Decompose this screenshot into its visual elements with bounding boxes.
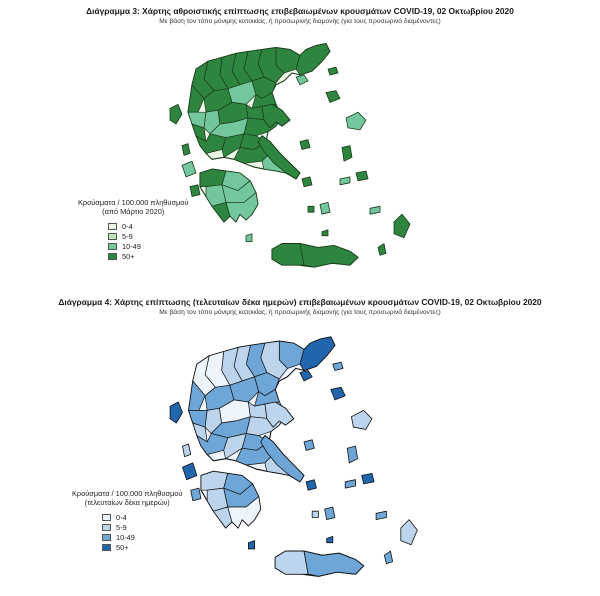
- region: [272, 244, 304, 266]
- legend-item-0-4: [102, 512, 182, 522]
- island-thasos: [300, 371, 312, 382]
- island-rhodes: [394, 214, 410, 238]
- island-ikaria: [340, 177, 350, 185]
- legend-swatch: [102, 514, 111, 521]
- legend-item-5-9: [108, 231, 188, 241]
- legend-item-50-plus: [102, 542, 182, 552]
- legend-swatch: [108, 233, 117, 240]
- island-chios: [347, 446, 357, 463]
- legend-swatch: [108, 253, 117, 260]
- island-samoth: [328, 67, 338, 75]
- legend-label: 0-4: [116, 512, 127, 522]
- island-thasos: [296, 75, 308, 85]
- island-skyros: [300, 140, 310, 150]
- island-kos: [370, 206, 380, 214]
- island-lemnos: [326, 91, 340, 103]
- legend-title-line-2: (τελευταίων δέκα ημερών): [84, 498, 170, 507]
- island-kythira: [248, 541, 254, 549]
- island-kefal: [183, 463, 197, 480]
- figure-4-title: Διάγραμμα 4: Χάρτης επίπτωσης (τελευταίων δέκα ημερών) επιβεβαιωμένων κρουσμάτων COVID-19, 02 Οκτωβρίου 2020: [58, 297, 542, 307]
- legend-label: 50+: [122, 251, 135, 261]
- figure-4-subtitle: Με βάση τον τόπο μόνιμης κατοικίας, ή προσωρινής διαμονής (για τους προσωρινά διαμένοντες): [159, 309, 441, 316]
- island-corfu: [170, 104, 182, 124]
- island-santor: [327, 536, 333, 542]
- island-karpath: [378, 244, 386, 256]
- island-naxos: [320, 202, 330, 214]
- island-rhodes: [401, 520, 418, 545]
- legend-label: 5-9: [116, 522, 127, 532]
- recent-incidence-map: [0, 316, 600, 596]
- island-samoth: [333, 362, 343, 370]
- island-chios: [342, 146, 352, 162]
- island-samos: [356, 171, 368, 181]
- legend-swatch: [108, 243, 117, 250]
- island-lefkada: [182, 144, 190, 156]
- region: [296, 44, 330, 75]
- island-kythira: [246, 234, 252, 242]
- legend-item-5-9: [102, 522, 182, 532]
- cumulative-map-legend: [78, 198, 188, 261]
- legend-item-10-49: [108, 241, 188, 251]
- island-lemnos: [331, 387, 345, 400]
- island-kefal: [182, 161, 196, 177]
- island-andros: [306, 480, 316, 491]
- island-santor: [322, 230, 328, 236]
- island-ikaria: [345, 480, 355, 488]
- legend-swatch: [102, 534, 111, 541]
- region-crete-east: [300, 244, 358, 268]
- island-naxos: [325, 507, 335, 520]
- legend-title-line-1: Κρούσματα / 100.000 πληθυσμού: [78, 198, 189, 207]
- legend-label: 0-4: [122, 221, 133, 231]
- island-paros: [308, 206, 314, 212]
- island-kos: [376, 511, 386, 519]
- island-lesvos: [351, 410, 372, 429]
- island-zakyn: [190, 185, 200, 197]
- island-andros: [302, 177, 312, 187]
- recent-map-legend: [72, 489, 182, 552]
- island-corfu: [170, 402, 182, 423]
- legend-label: 10-49: [122, 241, 141, 251]
- island-lesvos: [346, 112, 366, 130]
- legend-item-0-4: [108, 221, 188, 231]
- legend-title: [78, 198, 188, 216]
- island-samos: [362, 473, 374, 484]
- region-crete-east: [304, 551, 364, 576]
- recent-map-panel: [0, 292, 600, 596]
- legend-label: 5-9: [122, 231, 133, 241]
- legend-title-line-2: (από Μάρτιο 2020): [102, 207, 165, 216]
- legend-item-50-plus: [108, 251, 188, 261]
- legend-title-line-1: Κρούσματα / 100.000 πληθυσμού: [72, 489, 183, 498]
- island-zakyn: [191, 488, 201, 501]
- legend-item-10-49: [102, 532, 182, 542]
- figure-3-subtitle: Με βάση τον τόπο μόνιμης κατοικίας, ή προσωρινής διαμονής (για τους προσωρινά διαμένοντες): [159, 18, 441, 25]
- island-karpath: [384, 551, 392, 564]
- legend-label: 10-49: [116, 532, 135, 542]
- legend-title: [72, 489, 182, 507]
- legend-label: 50+: [116, 542, 129, 552]
- cumulative-map-panel: [0, 0, 600, 292]
- legend-swatch: [102, 524, 111, 531]
- legend-swatch: [108, 223, 117, 230]
- region: [300, 337, 335, 371]
- island-lefkada: [183, 444, 191, 457]
- legend-swatch: [102, 544, 111, 551]
- island-paros: [312, 511, 318, 517]
- island-skyros: [304, 440, 314, 451]
- figure-3-title: Διάγραμμα 3: Χάρτης αθροιστικής επίπτωσης επιβεβαιωμένων κρουσμάτων COVID-19, 02 Οκτωβρίου 2020: [86, 6, 514, 16]
- region: [275, 551, 308, 574]
